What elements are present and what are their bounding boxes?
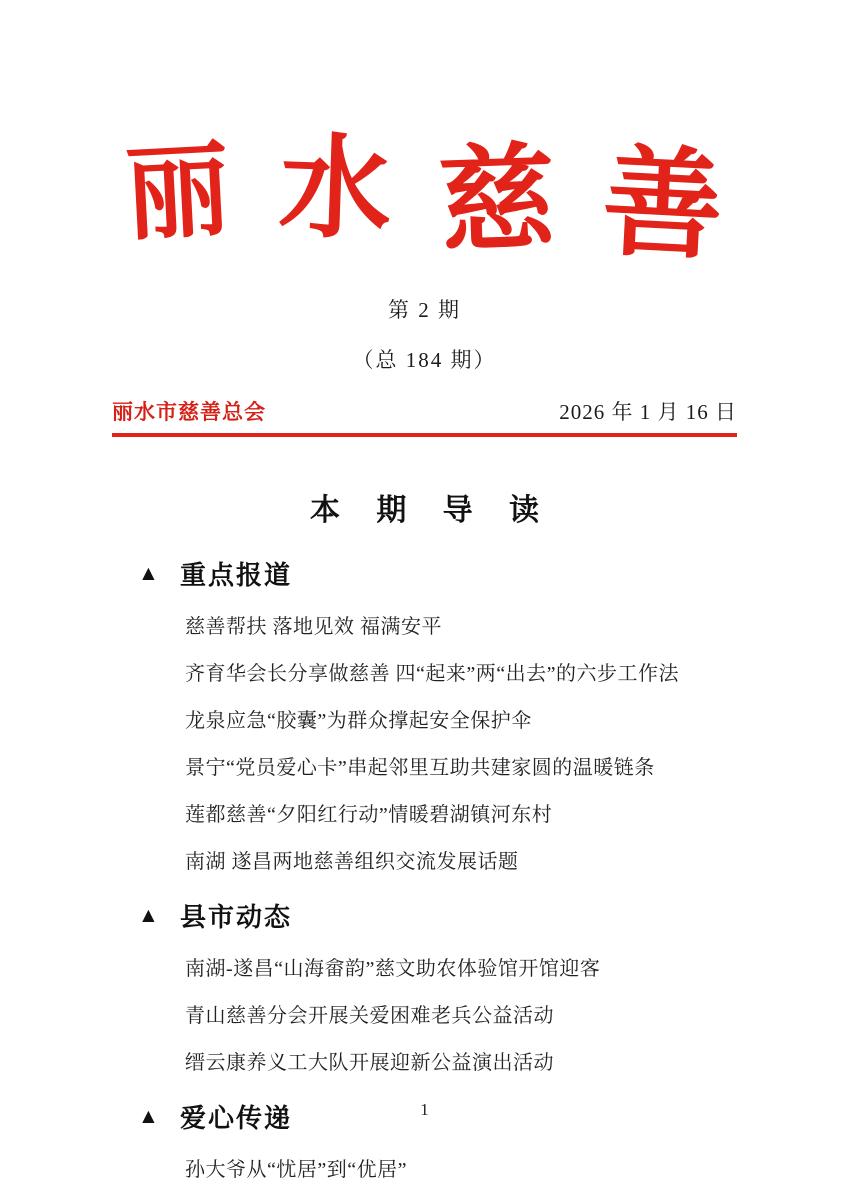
digest-heading: 本 期 导 读 — [309, 494, 553, 527]
section-label: 爱心传递 — [180, 1103, 293, 1133]
masthead-char: 善 — [598, 135, 726, 276]
issue-number: 第 2 期 — [388, 298, 461, 322]
article-title: 慈善帮扶 落地见效 福满安平 — [185, 616, 442, 638]
masthead-char: 丽 — [123, 133, 234, 254]
article-title: 孙大爷从“忧居”到“优居” — [185, 1159, 408, 1181]
page-number: 1 — [420, 1100, 429, 1119]
section-heading — [112, 555, 737, 592]
publisher-name: 丽水市慈善总会 — [112, 401, 266, 424]
triangle-bullet-icon: ▲ — [138, 903, 159, 927]
article-title: 景宁“党员爱心卡”串起邻里互助共建家圆的温暖链条 — [185, 757, 655, 779]
article-title: 青山慈善分会开展关爱困难老兵公益活动 — [185, 1005, 554, 1027]
section-heading — [112, 897, 737, 934]
section-label: 县市动态 — [180, 902, 293, 932]
publication-date: 2026 年 1 月 16 日 — [559, 400, 737, 424]
newsletter-page — [112, 0, 737, 1200]
masthead-calligraphy-title — [112, 116, 737, 284]
article-title: 齐育华会长分享做慈善 四“起来”两“出去”的六步工作法 — [185, 663, 680, 685]
article-title: 缙云康养义工大队开展迎新公益演出活动 — [185, 1052, 554, 1074]
article-title: 龙泉应急“胶囊”为群众撑起安全保护伞 — [185, 710, 532, 732]
issue-total-number: （总 184 期） — [352, 348, 497, 372]
triangle-bullet-icon: ▲ — [138, 1104, 159, 1128]
toc-section — [112, 897, 737, 1075]
article-title: 莲都慈善“夕阳红行动”情暖碧湖镇河东村 — [185, 804, 553, 826]
section-label: 重点报道 — [180, 560, 293, 590]
publisher-row — [112, 396, 737, 437]
table-of-contents — [112, 555, 737, 1182]
toc-section — [112, 555, 737, 874]
article-title: 南湖 遂昌两地慈善组织交流发展话题 — [185, 851, 519, 873]
triangle-bullet-icon: ▲ — [138, 561, 159, 585]
masthead-char: 慈 — [436, 136, 557, 268]
article-title: 南湖-遂昌“山海畲韵”慈文助农体验馆开馆迎客 — [185, 958, 601, 980]
masthead-char: 水 — [276, 126, 393, 254]
